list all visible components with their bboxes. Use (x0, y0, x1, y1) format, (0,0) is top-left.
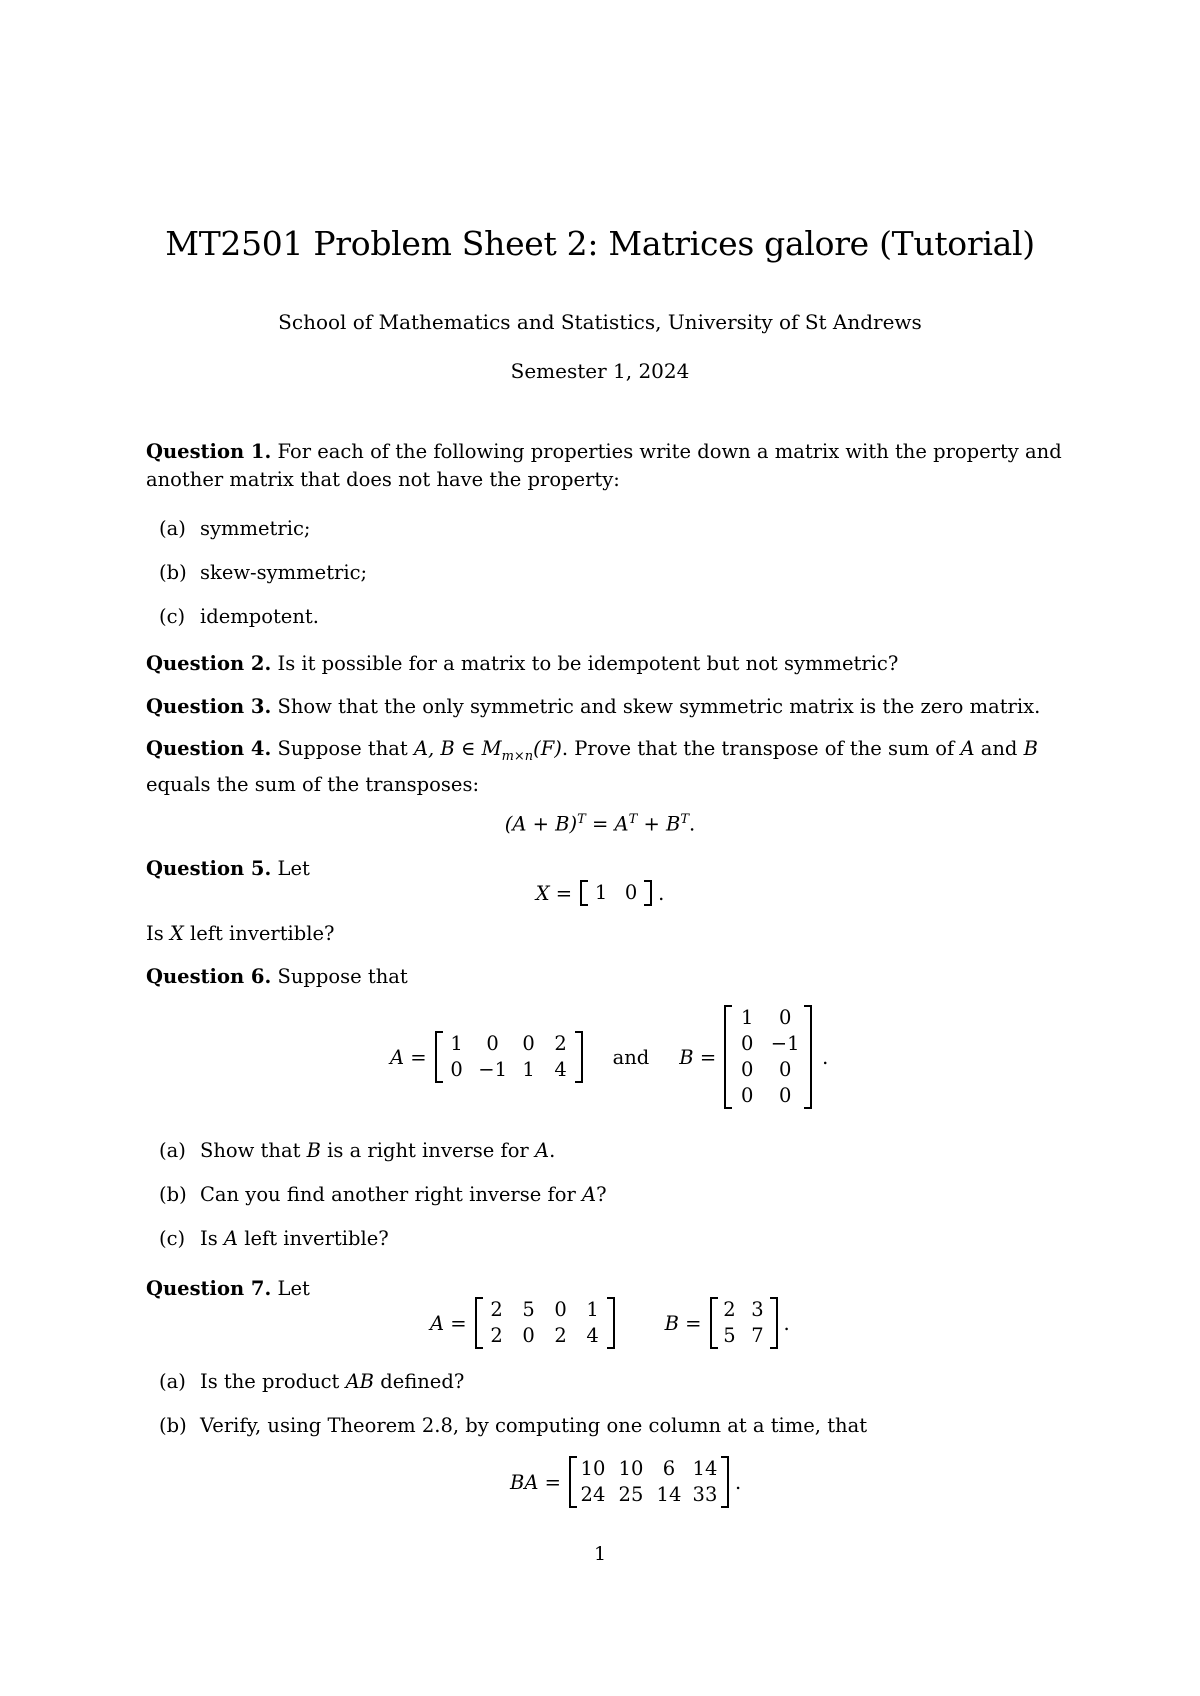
question-7-equation: A = 2 5 0 1 2 0 2 4 B = 2 3 5 7 . (430, 1298, 790, 1347)
question-1-item-a: (a) symmetric; (159, 517, 311, 540)
question-6: Question 6. Suppose that (146, 965, 408, 988)
question-7: Question 7. Let (146, 1277, 310, 1300)
question-4: Question 4. Suppose that A, B ∈ $M_{m\times n}(F)$. Prove that the transpose of the sum of A and B equals the sum of the transposes: (146, 737, 1038, 796)
matrix-x: 1 0 (580, 880, 652, 906)
matrix-a: 1 0 0 2 0 −1 1 4 (435, 1031, 583, 1083)
question-7-ba-equation: BA = 10 10 6 14 24 25 14 33 . (510, 1457, 742, 1506)
matrix-ba: 10 10 6 14 24 25 14 33 (569, 1456, 729, 1508)
question-3: Question 3. Show that the only symmetric and skew symmetric matrix is the zero matrix. (146, 695, 1041, 718)
page-title: MT2501 Problem Sheet 2: Matrices galore (Tutorial) (165, 224, 1035, 263)
question-6-equation: A = 1 0 0 2 0 −1 1 4 and B = 1 0 0 −1 0 0 0 0 . (390, 1006, 829, 1107)
question-1-item-b: (b) skew-symmetric; (159, 561, 368, 584)
matrix-b: 1 0 0 −1 0 0 0 0 (724, 1005, 812, 1109)
question-1-label: Question 1. (146, 440, 272, 463)
semester: Semester 1, 2024 (510, 359, 690, 383)
question-1-item-c: (c) idempotent. (159, 605, 319, 628)
question-1-text: For each of the following properties write down a matrix with the property and another matrix that does not have the property: (146, 440, 1062, 491)
question-5-equation: X = 1 0 . (535, 881, 665, 905)
page-number: 1 (593, 1543, 607, 1565)
question-6-item-b: (b) Can you find another right inverse for A? (159, 1183, 607, 1206)
question-5-question: Is X left invertible? (146, 922, 335, 945)
question-4-equation: $(A + B)^T = A^T + B^T$. (504, 812, 696, 836)
question-6-item-a: (a) Show that B is a right inverse for A. (159, 1139, 556, 1162)
question-6-item-c: (c) Is A left invertible? (159, 1227, 389, 1250)
institution: School of Mathematics and Statistics, University of St Andrews (278, 310, 922, 334)
question-2: Question 2. Is it possible for a matrix to be idempotent but not symmetric? (146, 652, 899, 675)
question-7-item-b: (b) Verify, using Theorem 2.8, by computing one column at a time, that (159, 1414, 868, 1437)
question-5: Question 5. Let (146, 857, 310, 880)
question-1 (146, 438, 1066, 494)
matrix-a-q7: 2 5 0 1 2 0 2 4 (475, 1297, 615, 1349)
question-7-item-a: (a) Is the product AB defined? (159, 1370, 465, 1393)
matrix-b-q7: 2 3 5 7 (710, 1297, 778, 1349)
